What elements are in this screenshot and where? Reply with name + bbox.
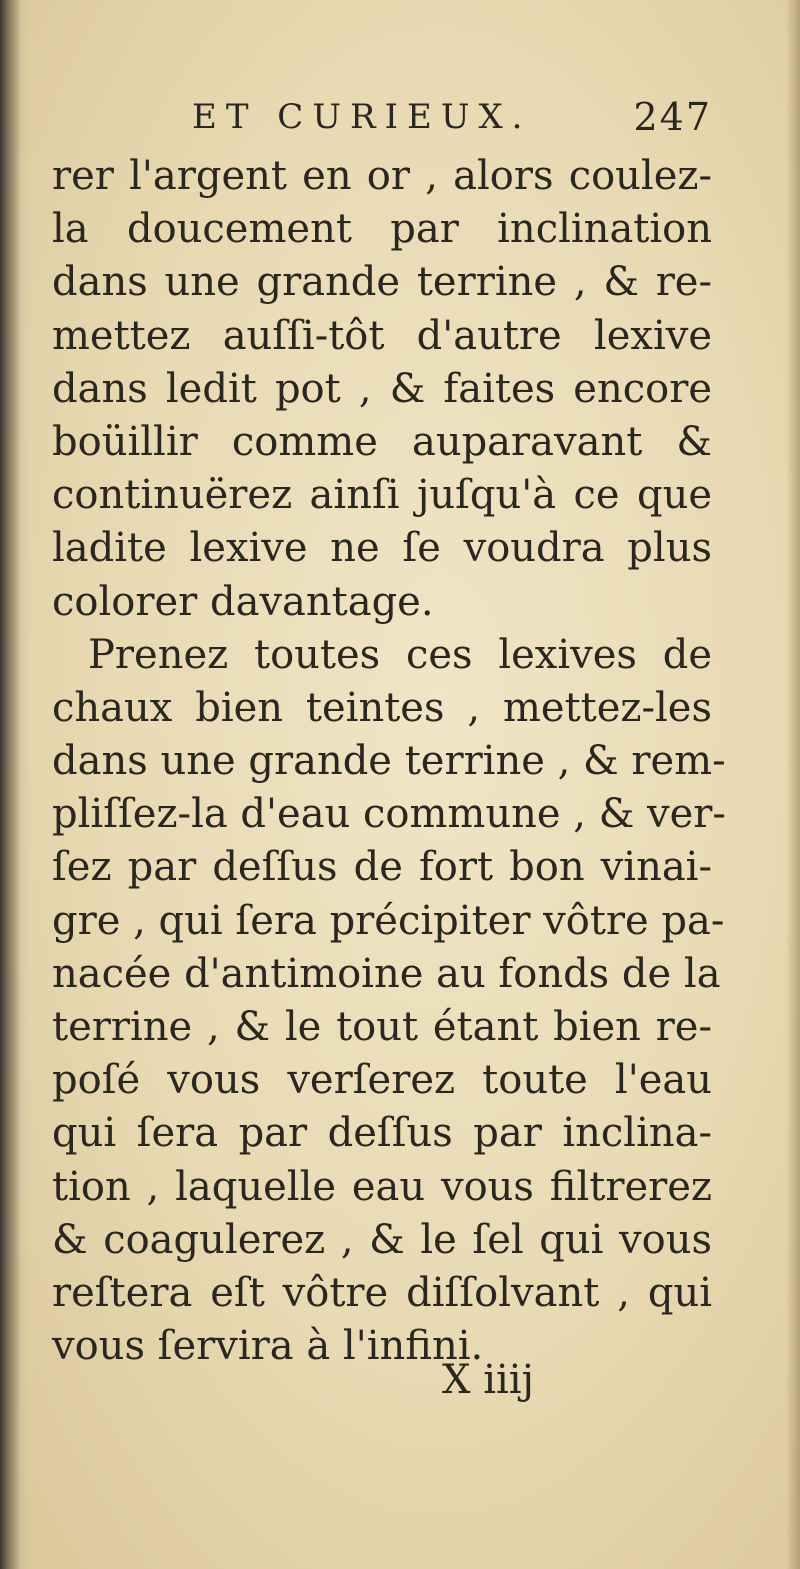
text-line: colorer davantage.	[52, 578, 434, 625]
text-line: chaux bien teintes , mettez-les	[52, 684, 712, 731]
text-line: rer l'argent en or , alors coulez-	[52, 153, 712, 199]
text-line: dans une grande terrine , & rem-	[52, 738, 726, 785]
text-line: la doucement par inclination	[52, 206, 712, 253]
page-header	[192, 92, 712, 142]
signature-mark: X iiij	[442, 1357, 534, 1403]
text-line: pliſſez-la d'eau commune , & ver-	[52, 791, 726, 838]
text-line: dans une grande terrine , & re-	[52, 259, 712, 306]
text-line: boüillir comme auparavant &	[52, 418, 712, 465]
book-spine-shadow	[0, 0, 30, 1569]
page-number: 247	[633, 95, 712, 139]
text-line: qui ſera par deſſus par inclina-	[52, 1110, 712, 1157]
text-line: ſez par deſſus de fort bon vinai-	[52, 844, 712, 891]
text-line: vous ſervira à l'infini.	[52, 1323, 484, 1370]
text-line: & coagulerez , & le ſel qui vous	[52, 1216, 712, 1263]
text-line: tion , laquelle eau vous filtrerez	[52, 1163, 712, 1210]
text-line: mettez auſſi-tôt d'autre lexive	[52, 312, 712, 359]
text-line: nacée d'antimoine au fonds de la	[52, 950, 721, 997]
body-text	[52, 150, 726, 1373]
text-line: gre , qui ſera précipiter vôtre pa-	[52, 897, 725, 944]
paragraph-start-line: Prenez toutes ces lexives de	[88, 631, 712, 678]
page-edge-shading	[786, 0, 800, 1569]
running-head: ET CURIEUX.	[192, 97, 532, 137]
text-line: ladite lexive ne ſe voudra plus	[52, 525, 712, 572]
text-line: poſé vous verſerez toute l'eau	[52, 1057, 712, 1104]
text-line: reſtera eſt vôtre diſſolvant , qui	[52, 1269, 712, 1316]
text-line: dans ledit pot , & faites encore	[52, 365, 712, 412]
text-line: terrine , & le tout étant bien re-	[52, 1004, 712, 1050]
text-line: continuërez ainſi juſqu'à ce que	[52, 472, 712, 519]
